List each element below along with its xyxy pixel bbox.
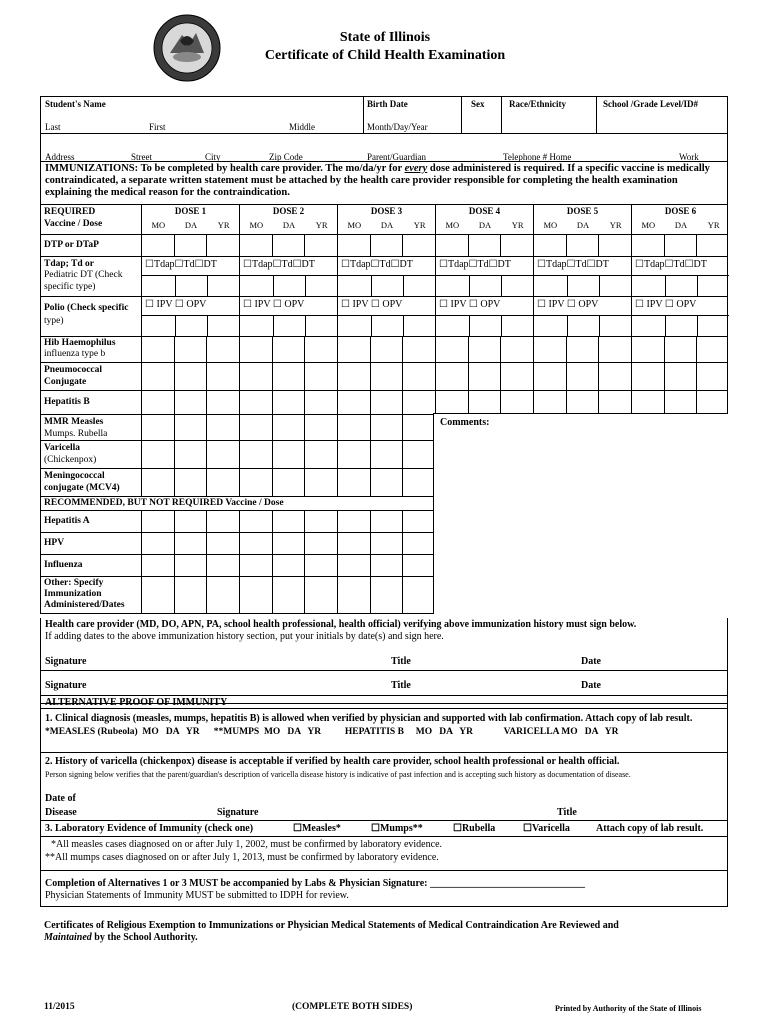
zip-label: Zip Code [269,152,303,162]
row-recommended-header: RECOMMENDED, BUT NOT REQUIRED Vaccine / Dose [41,496,727,510]
date-part-label: YR [217,220,230,230]
vaccine-type-options[interactable]: ☐ IPV ☐ OPV [145,299,207,310]
dose-cell[interactable] [272,555,305,576]
dose-cell[interactable] [402,337,435,362]
dose-cell[interactable] [598,235,631,256]
dose-cell[interactable] [141,511,174,532]
date-part-label: MO [445,220,460,230]
race-label: Race/Ethnicity [509,99,566,109]
dose-cell[interactable] [206,533,239,554]
dose-cell[interactable] [141,391,174,414]
alt-item-3: 3. Laboratory Evidence of Immunity (check one) ☐Measles* ☐Mumps** ☐Rubella ☐Varicella Attach copy of lab result. *All measles cases diagnosed on or after July 1, 2002, must be confirmed by laboratory evidence. **All mumps cases diagnosed on or after July 1, 2013, must be confirmed by laboratory evidence. [40,821,728,871]
vaccine-type-cell[interactable] [533,257,631,296]
dose-cell[interactable] [370,415,403,440]
dose-cell[interactable] [141,337,174,362]
vaccine-type-options[interactable]: ☐Tdap☐Td☐DT [243,259,315,270]
dose-cell[interactable] [174,415,207,440]
row-hepatitis-b: Hepatitis B [41,390,727,414]
vaccine-type-options[interactable]: ☐Tdap☐Td☐DT [537,259,609,270]
date-part-label: YR [315,220,328,230]
dose-cell[interactable] [664,391,697,414]
mumps-checkbox[interactable]: ☐Mumps** [371,823,423,834]
dose-cell[interactable] [533,391,566,414]
dose-cell[interactable] [304,577,337,613]
row-dtp: DTP or DTaP [41,234,727,256]
vaccine-type-options[interactable]: ☐Tdap☐Td☐DT [145,259,217,270]
vaccine-type-cell[interactable] [337,257,435,296]
vaccine-type-cell[interactable] [141,297,239,336]
dose-cell[interactable] [174,555,207,576]
date-part-label: DA [184,220,198,230]
dose-cell[interactable] [402,363,435,390]
vaccine-type-options[interactable]: ☐ IPV ☐ OPV [341,299,403,310]
dose-cell[interactable] [337,415,370,440]
dose-cell[interactable] [272,511,305,532]
dose-cell[interactable] [239,235,272,256]
dose-cell[interactable] [239,337,272,362]
row-hepatitis-a: Hepatitis A [41,510,727,532]
dose-cell[interactable] [370,511,403,532]
vaccine-type-options[interactable]: ☐ IPV ☐ OPV [243,299,305,310]
dose-cell[interactable] [370,391,403,414]
dose-cell[interactable] [206,235,239,256]
alt-item-1: 1. Clinical diagnosis (measles, mumps, hepatitis B) is allowed when verified by physician and supported with lab confirmation. Attach copy of lab result. *MEASLES (Rubeola) MO DA YR **MUMPS MO DA YR HEPATITIS B MO DA YR VARICELLA MO DA YR [40,709,728,753]
dose-header [435,205,533,234]
dose-cell[interactable] [402,235,435,256]
dose-cell[interactable] [631,337,664,362]
dose-cell[interactable] [304,235,337,256]
dose-cell[interactable] [239,363,272,390]
dose-cell[interactable] [272,391,305,414]
dose-cell[interactable] [370,441,403,468]
dose-header [631,205,729,234]
dose-cell[interactable] [337,511,370,532]
dose-cell[interactable] [304,441,337,468]
vaccine-type-cell[interactable] [631,257,729,296]
dose-cell[interactable] [337,577,370,613]
dose-cell[interactable] [696,337,729,362]
dose-cell[interactable] [566,235,599,256]
title-label-1: Title [391,656,411,667]
dose-cell[interactable] [566,337,599,362]
dose-cell[interactable] [272,415,305,440]
grid-header-row [41,204,727,234]
row-hpv: HPV [41,532,727,554]
date-part-label: MO [347,220,362,230]
dose-cell[interactable] [239,391,272,414]
dose-cell[interactable] [468,235,501,256]
row-pneumococcal: Pneumococcal Conjugate [41,362,727,390]
date-label-1: Date [581,656,601,667]
form-title: State of Illinois [339,30,431,45]
dose-cell[interactable] [631,235,664,256]
row-other: Other: Specify Immunization Administered/Dates [41,576,727,614]
first-label: First [149,122,166,132]
vaccine-type-cell[interactable] [533,297,631,336]
dose-cell[interactable] [664,337,697,362]
dose-cell[interactable] [500,391,533,414]
dose-cell[interactable] [272,469,305,496]
dose-cell[interactable] [272,577,305,613]
dose-cell[interactable] [337,363,370,390]
date-part-label: MO [543,220,558,230]
vaccine-type-options[interactable]: ☐Tdap☐Td☐DT [635,259,707,270]
row-mmr: MMR Measles Mumps. Rubella [41,414,727,440]
vaccine-type-options[interactable]: ☐Tdap☐Td☐DT [439,259,511,270]
dose-header [533,205,631,234]
city-label: City [205,152,221,162]
dose-cell[interactable] [500,337,533,362]
dose-cell[interactable] [337,235,370,256]
vaccine-grid [40,204,728,614]
dose-cell[interactable] [468,391,501,414]
dose-label: DOSE 2 [272,206,305,216]
dose-cell[interactable] [239,555,272,576]
sex-label: Sex [471,99,485,109]
dose-cell[interactable] [304,415,337,440]
dose-cell[interactable] [141,235,174,256]
dose-cell[interactable] [435,337,468,362]
dose-cell[interactable] [500,363,533,390]
alt-item-2: 2. History of varicella (chickenpox) disease is acceptable if verified by health care provider, school health professional or health official. Person signing below verifies that the parent/guardian's description of varicella disease history is indicative of past infection and is accepting such history as documentation of disease. Date of Disease Signature Title [40,753,728,821]
vaccine-type-cell[interactable] [239,297,337,336]
work-label: Work [679,152,699,162]
dose-cell[interactable] [141,469,174,496]
dose-cell[interactable] [500,235,533,256]
dose-cell[interactable] [206,337,239,362]
vaccine-type-cell[interactable] [435,297,533,336]
dose-cell[interactable] [174,511,207,532]
date-part-label: YR [707,220,720,230]
date-part-label: MO [249,220,264,230]
dose-cell[interactable] [174,235,207,256]
dose-label: DOSE 1 [174,206,207,216]
dose-cell[interactable] [141,441,174,468]
dose-cell[interactable] [566,391,599,414]
vaccine-type-options[interactable]: ☐ IPV ☐ OPV [439,299,501,310]
dose-cell[interactable] [304,533,337,554]
vaccine-type-cell[interactable] [141,257,239,296]
dose-cell[interactable] [533,235,566,256]
dose-cell[interactable] [468,337,501,362]
vaccine-type-cell[interactable] [631,297,729,336]
school-label: School /Grade Level/ID# [603,99,698,109]
dose-cell[interactable] [141,415,174,440]
dose-label: DOSE 3 [370,206,403,216]
dose-cell[interactable] [206,441,239,468]
dose-cell[interactable] [370,577,403,613]
vaccine-type-options[interactable]: ☐ IPV ☐ OPV [537,299,599,310]
dose-cell[interactable] [337,441,370,468]
dose-cell[interactable] [174,337,207,362]
birth-date-label: Birth Date [367,99,408,109]
dose-cell[interactable] [206,577,239,613]
mdy-label: Month/Day/Year [367,122,428,132]
student-info-block [40,96,728,162]
dose-cell[interactable] [174,533,207,554]
dose-cell[interactable] [631,363,664,390]
vaccine-type-cell[interactable] [239,257,337,296]
dose-cell[interactable] [272,533,305,554]
date-part-label: MO [151,220,166,230]
dose-cell[interactable] [370,337,403,362]
dose-cell[interactable] [370,363,403,390]
dose-cell[interactable] [272,235,305,256]
date-part-label: DA [478,220,492,230]
alt-heading: ALTERNATIVE PROOF OF IMMUNITY [40,695,728,709]
dose-cell[interactable] [402,533,435,554]
dose-cell[interactable] [370,555,403,576]
varicella-checkbox[interactable]: ☐Varicella [523,823,570,834]
dose-cell[interactable] [435,363,468,390]
address-label: Address [45,152,75,162]
dose-cell[interactable] [696,235,729,256]
signature-label-2: Signature [45,680,87,691]
dose-cell[interactable] [402,415,435,440]
dose-cell[interactable] [304,337,337,362]
dose-cell[interactable] [206,391,239,414]
dose-cell[interactable] [206,415,239,440]
dose-cell[interactable] [664,235,697,256]
dose-cell[interactable] [272,337,305,362]
dose-cell[interactable] [664,363,697,390]
dose-cell[interactable] [206,363,239,390]
dose-cell[interactable] [206,469,239,496]
footer-right: Printed by Authority of the State of Illinois [555,1004,702,1013]
dose-cell[interactable] [337,391,370,414]
date-part-label: DA [576,220,590,230]
date-part-label: YR [511,220,524,230]
dose-cell[interactable] [141,363,174,390]
dose-cell[interactable] [402,441,435,468]
dose-cell[interactable] [272,441,305,468]
dose-cell[interactable] [239,577,272,613]
student-name-label: Student's Name [45,99,106,109]
parent-label: Parent/Guardian [367,152,426,162]
dose-cell[interactable] [239,441,272,468]
street-label: Street [131,152,152,162]
dose-cell[interactable] [304,363,337,390]
dose-cell[interactable] [337,337,370,362]
telephone-label: Telephone # Home [503,152,572,162]
comments-label: Comments: [440,417,490,428]
dose-cell[interactable] [272,363,305,390]
date-part-label: MO [641,220,656,230]
dose-header [141,205,239,234]
form-subtitle: Certificate of Child Health Examination [264,48,506,63]
footer-center: (COMPLETE BOTH SIDES) [292,1002,413,1012]
vaccine-type-cell[interactable] [435,257,533,296]
dose-cell[interactable] [696,391,729,414]
completion-section: Completion of Alternatives 1 or 3 MUST be accompanied by Labs & Physician Signature: _______________________________ Physician Statements of Immunity MUST be submitted to IDPH for review. [40,871,728,907]
date-part-label: DA [282,220,296,230]
dose-cell[interactable] [304,555,337,576]
dose-cell[interactable] [239,469,272,496]
measles-checkbox[interactable]: ☐Measles* [293,823,341,834]
row-tdap: Tdap; Td or Pediatric DT (Check specific type) ☐Tdap☐Td☐DT ☐Tdap☐Td☐DT ☐Tdap☐Td☐DT ☐Tdap☐Td☐DT ☐Tdap☐Td☐DT ☐Tdap☐Td☐DT [41,256,727,296]
dose-cell[interactable] [402,469,435,496]
dose-cell[interactable] [174,391,207,414]
dose-cell[interactable] [174,441,207,468]
row-polio: Polio (Check specific type) ☐ IPV ☐ OPV ☐ IPV ☐ OPV ☐ IPV ☐ OPV ☐ IPV ☐ OPV ☐ IPV ☐ OPV ☐ IPV ☐ OPV [41,296,727,336]
dose-cell[interactable] [337,469,370,496]
certificates-note: Certificates of Religious Exemption to Immunizations or Physician Medical Statements of Medical Contraindication Are Reviewed and Maintained by the School Authority. [44,920,619,943]
dose-cell[interactable] [141,555,174,576]
dose-cell[interactable] [566,363,599,390]
dose-cell[interactable] [304,511,337,532]
vaccine-type-options[interactable]: ☐ IPV ☐ OPV [635,299,697,310]
vaccine-type-options[interactable]: ☐Tdap☐Td☐DT [341,259,413,270]
dose-label: DOSE 6 [664,206,697,216]
middle-label: Middle [289,122,315,132]
row-influenza: Influenza [41,554,727,576]
rubella-checkbox[interactable]: ☐Rubella [453,823,496,834]
dose-cell[interactable] [533,337,566,362]
dose-header [337,205,435,234]
title-label-2: Title [391,680,411,691]
provider-section: Health care provider (MD, DO, APN, PA, school health professional, health official) verifying above immunization history must sign below. If adding dates to the above immunization history section, put your initials by date(s) and sign here. Signature Title Date Signature Title Date [40,618,728,704]
dose-cell[interactable] [337,533,370,554]
dose-cell[interactable] [239,511,272,532]
comments-box[interactable] [433,413,728,614]
row-varicella: Varicella (Chickenpox) [41,440,727,468]
required-label: REQUIRED [44,207,96,217]
dose-cell[interactable] [141,533,174,554]
dose-cell[interactable] [598,363,631,390]
dose-cell[interactable] [435,391,468,414]
dose-cell[interactable] [304,469,337,496]
dose-cell[interactable] [696,363,729,390]
illinois-seal-icon [152,13,222,83]
dose-cell[interactable] [631,391,664,414]
date-label-2: Date [581,680,601,691]
dose-label: DOSE 5 [566,206,599,216]
dose-cell[interactable] [402,555,435,576]
dose-cell[interactable] [370,533,403,554]
dose-cell[interactable] [206,511,239,532]
dose-cell[interactable] [304,391,337,414]
vaccine-type-cell[interactable] [337,297,435,336]
dose-cell[interactable] [337,555,370,576]
dose-header [239,205,337,234]
dose-cell[interactable] [533,363,566,390]
dose-cell[interactable] [402,511,435,532]
dose-cell[interactable] [370,469,403,496]
dose-cell[interactable] [598,337,631,362]
date-part-label: DA [674,220,688,230]
dose-cell[interactable] [239,415,272,440]
dose-cell[interactable] [174,577,207,613]
dose-cell[interactable] [402,577,435,613]
date-part-label: YR [413,220,426,230]
footer-date: 11/2015 [44,1002,75,1012]
immunizations-instructions: IMMUNIZATIONS: To be completed by health care provider. The mo/da/yr for every dose administered is required. If a specific vaccine is medically contraindicated, a separate written statement must be attached by the health care provider responsible for completing the health examination explaining the medical reason for the contraindication. [40,162,728,204]
row-meningococcal: Meningococcal conjugate (MCV4) [41,468,727,496]
signature-label-1: Signature [45,656,87,667]
dose-cell[interactable] [435,235,468,256]
vaccine-dose-label: Vaccine / Dose [44,219,103,229]
row-hib: Hib Haemophilus influenza type b [41,336,727,362]
dose-cell[interactable] [598,391,631,414]
dose-cell[interactable] [468,363,501,390]
dose-cell[interactable] [402,391,435,414]
dose-cell[interactable] [174,469,207,496]
dose-label: DOSE 4 [468,206,501,216]
dose-cell[interactable] [141,577,174,613]
dose-cell[interactable] [206,555,239,576]
dose-cell[interactable] [239,533,272,554]
last-label: Last [45,122,61,132]
dose-cell[interactable] [174,363,207,390]
date-part-label: YR [609,220,622,230]
dose-cell[interactable] [370,235,403,256]
date-part-label: DA [380,220,394,230]
